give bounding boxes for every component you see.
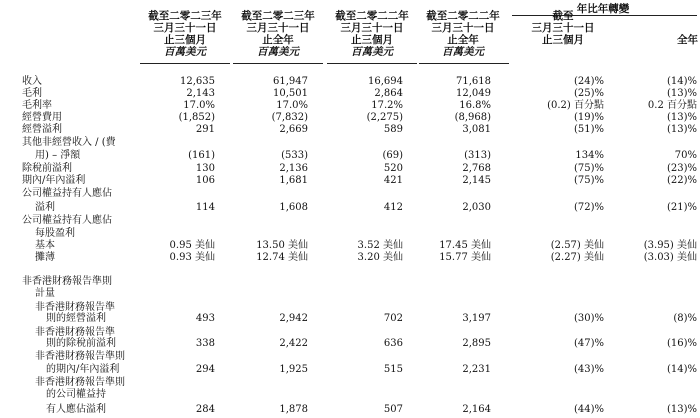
row-label: 收入 [22,76,42,87]
row-label: 經營溢利 [22,124,62,135]
header-rule [140,63,230,64]
row-value-col-3: 3.20 美仙 [357,252,403,263]
row-label: 用) – 淨額 [35,150,81,161]
table-row [0,389,700,401]
row-value-col-1: 0.93 美仙 [169,252,215,263]
row-label: 毛利 [22,88,42,99]
col-header-unit: 百萬美元 [164,46,206,58]
row-value-col-5: (30)% [573,313,604,324]
col-header-yoy-fullyear [620,10,698,46]
row-value-col-3: 702 [383,313,403,324]
row-label: 基本 [35,240,55,251]
row-value-col-3: 421 [383,175,403,186]
col-header-q1-2023 [137,10,233,58]
row-value-col-5: (2.57) 美仙 [550,240,604,251]
row-value-col-1: 2,143 [186,88,215,99]
table-row [0,100,700,112]
row-value-col-2: 10,501 [273,88,308,99]
table-row [0,404,700,416]
row-value-col-5: (44)% [573,404,604,415]
table-row [0,228,700,240]
row-value-col-5: (43)% [573,364,604,375]
table-row [0,88,700,100]
row-value-col-4: 2,768 [462,163,491,174]
table-row [0,202,700,214]
row-value-col-1: 130 [195,163,215,174]
table-row [0,76,700,88]
row-value-col-5: (47)% [573,338,604,349]
row-value-col-1: (1,852) [178,112,215,123]
table-row [0,124,700,136]
col-header-line3: 止全年 [447,34,479,46]
row-value-col-6: (13)% [666,404,697,415]
row-value-col-1: 106 [195,175,215,186]
row-label: 計量 [35,288,55,299]
row-value-col-3: 3.52 美仙 [357,240,403,251]
table-row [0,377,700,389]
row-value-col-4: 12,049 [456,88,491,99]
row-label: 毛利率 [22,100,52,111]
col-header-yoy-quarter [515,10,611,46]
row-label: 的期內/年內溢利 [46,364,120,375]
row-value-col-2: 1,608 [279,202,308,213]
row-value-col-4: 2,030 [462,202,491,213]
row-label: 則的經營溢利 [46,313,106,324]
row-value-col-4: 2,895 [462,338,491,349]
row-label: 除稅前溢利 [22,163,72,174]
row-label: 的公司權益持 [46,389,106,400]
row-value-col-3: 16,694 [368,76,403,87]
row-value-col-3: (69) [382,150,403,161]
table-row [0,163,700,175]
row-value-col-1: 338 [195,338,215,349]
row-value-col-4: 3,081 [462,124,491,135]
row-value-col-3: 2,864 [374,88,403,99]
row-value-col-2: 61,947 [273,76,308,87]
row-value-col-6: (21)% [666,202,697,213]
row-label: 則的除稅前溢利 [46,338,116,349]
row-value-col-4: 2,145 [462,175,491,186]
col-header-line3: 全年 [677,34,698,46]
row-value-col-4: 2,164 [462,404,491,415]
row-value-col-6: (13)% [666,112,697,123]
row-value-col-2: (533) [281,150,308,161]
table-row [0,188,700,200]
row-value-col-6: 0.2 百分點 [647,100,697,111]
row-value-col-6: (8)% [673,313,697,324]
col-header-line3: 止三個月 [351,34,393,46]
col-header-fy-2022 [415,10,511,58]
row-value-col-1: 493 [195,313,215,324]
row-value-col-5: (24)% [573,76,604,87]
col-header-line1: 截至 [552,10,574,22]
col-header-line3: 止全年 [262,34,294,46]
row-value-col-5: (72)% [573,202,604,213]
row-value-col-6: (14)% [666,76,697,87]
row-label: 有人應佔溢利 [46,404,106,415]
table-row [0,364,700,376]
col-header-line1: 截至二零二三年 [148,10,222,22]
row-value-col-5: (2.27) 美仙 [550,252,604,263]
col-header-unit: 百萬美元 [351,46,393,58]
row-value-col-1: (161) [188,150,215,161]
table-row [0,150,700,162]
row-label: 經營費用 [22,112,62,123]
row-value-col-4: 17.45 美仙 [439,240,491,251]
row-value-col-6: (22)% [666,175,697,186]
col-header-unit: 百萬美元 [257,46,299,58]
col-header-unit: 百萬美元 [442,46,484,58]
row-value-col-3: 589 [383,124,403,135]
row-value-col-3: 515 [383,364,403,375]
row-value-col-4: 3,197 [462,313,491,324]
col-header-line2: 三月三十一日 [246,22,310,34]
row-value-col-5: (75)% [573,163,604,174]
table-row [0,215,700,227]
col-header-line2: 三月三十一日 [153,22,217,34]
row-value-col-3: (2,275) [366,112,403,123]
table-row [0,313,700,325]
row-value-col-1: 0.95 美仙 [169,240,215,251]
col-header-line2: 三月三十一日 [531,22,595,34]
row-value-col-5: 134% [575,150,604,161]
col-header-line2: 三月三十一日 [340,22,404,34]
row-value-col-5: (0.2) 百分點 [547,100,604,111]
row-value-col-2: 2,136 [279,163,308,174]
row-label: 非香港財務報告準則 [22,276,112,287]
row-value-col-6: 70% [674,150,697,161]
row-value-col-2: 12.74 美仙 [256,252,308,263]
row-value-col-4: (313) [464,150,491,161]
row-label: 溢利 [35,202,55,213]
table-row [0,240,700,252]
row-value-col-2: (7,832) [271,112,308,123]
header-rule [233,63,323,64]
row-value-col-4: 2,231 [462,364,491,375]
col-header-line1 [620,10,698,22]
col-header-line2 [620,22,698,34]
row-value-col-3: 507 [383,404,403,415]
row-value-col-3: 17.2% [371,100,403,111]
row-label: 非香港財務報告準 [35,302,115,313]
row-value-col-2: 17.0% [276,100,308,111]
row-value-col-1: 17.0% [183,100,215,111]
row-value-col-1: 294 [195,364,215,375]
col-header-line1: 截至二零二二年 [335,10,409,22]
row-value-col-6: (23)% [666,163,697,174]
row-value-col-1: 291 [195,124,215,135]
table-row [0,175,700,187]
col-header-line3: 止三個月 [542,34,584,46]
row-label: 期內/年內溢利 [22,175,86,186]
table-row [0,351,700,363]
table-row [0,112,700,124]
col-header-line1: 截至二零二二年 [426,10,500,22]
col-header-fy-2023 [230,10,326,58]
row-value-col-2: 13.50 美仙 [256,240,308,251]
row-label: 非香港財務報告準 [35,327,115,338]
row-value-col-4: 15.77 美仙 [439,252,491,263]
row-value-col-4: (8,968) [454,112,491,123]
row-value-col-1: 114 [195,202,215,213]
table-row [0,252,700,264]
col-header-line2: 三月三十一日 [431,22,495,34]
row-label: 公司權益持有人應佔 [22,215,112,226]
col-header-line1: 截至二零二三年 [241,10,315,22]
row-value-col-2: 2,942 [279,313,308,324]
col-header-line3: 止三個月 [164,34,206,46]
row-value-col-3: 520 [383,163,403,174]
header-rule [327,63,417,64]
row-value-col-6: (13)% [666,124,697,135]
col-header-q1-2022 [324,10,420,58]
yoy-change-title: 年比年轉變 [576,3,630,15]
row-value-col-6: (13)% [666,88,697,99]
row-value-col-2: 1,925 [279,364,308,375]
row-value-col-2: 2,422 [279,338,308,349]
row-value-col-4: 16.8% [459,100,491,111]
row-value-col-2: 2,669 [279,124,308,135]
row-value-col-6: (14)% [666,364,697,375]
row-value-col-3: 412 [383,202,403,213]
table-row [0,288,700,300]
row-value-col-3: 636 [383,338,403,349]
row-value-col-4: 71,618 [456,76,491,87]
row-value-col-5: (25)% [573,88,604,99]
row-value-col-1: 12,635 [180,76,215,87]
row-value-col-6: (16)% [666,338,697,349]
row-value-col-6: (3.95) 美仙 [643,240,697,251]
row-label: 非香港財務報告準則 [35,377,125,388]
table-row [0,276,700,288]
row-value-col-2: 1,878 [279,404,308,415]
row-label: 公司權益持有人應佔 [22,188,112,199]
row-label: 攤薄 [35,252,55,263]
table-row [0,338,700,350]
row-value-col-1: 284 [195,404,215,415]
row-value-col-5: (75)% [573,175,604,186]
row-value-col-6: (3.03) 美仙 [643,252,697,263]
row-label: 每股盈利 [35,228,75,239]
row-label: 非香港財務報告準則 [35,351,125,362]
header-rule [419,63,509,64]
row-value-col-2: 1,681 [279,175,308,186]
table-row [0,137,700,149]
row-label: 其他非經營收入 / (費 [22,137,116,148]
row-value-col-5: (19)% [573,112,604,123]
row-value-col-5: (51)% [573,124,604,135]
